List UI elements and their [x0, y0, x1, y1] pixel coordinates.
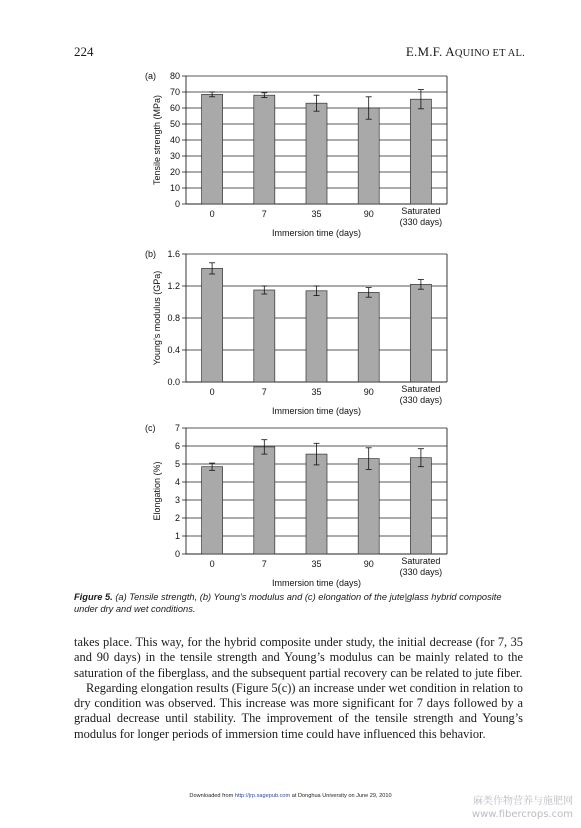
- y-tick-label: 30: [169, 151, 180, 161]
- watermark-line-1: 麻类作物营养与施肥网: [473, 796, 573, 807]
- x-tick-label: 7: [261, 559, 267, 569]
- y-tick-label: 40: [169, 135, 180, 145]
- y-tick-label: 1: [174, 531, 180, 541]
- panel-label: (c): [145, 423, 156, 433]
- paragraph-2: Regarding elongation results (Figure 5(c)) an increase under wet condition in relation to dry condition was observed. This increase was more significant for 7 days followed by a gradual decrease until stability. The improvement of the tensile strength and Young’s modulus for longer periods of immersion time could have influenced this behavior.: [74, 680, 523, 741]
- bar: [306, 291, 327, 382]
- x-tick-label: (330 days): [399, 395, 443, 405]
- figure-caption-label: Figure 5.: [74, 592, 113, 602]
- y-tick-label: 6: [174, 441, 180, 451]
- x-axis-label: Immersion time (days): [271, 578, 362, 588]
- y-axis-label: Young’s modulus (GPa): [152, 270, 162, 366]
- x-tick-label: Saturated: [401, 556, 441, 566]
- panel-label: (a): [145, 71, 156, 81]
- y-tick-label: 1.6: [167, 249, 180, 259]
- y-tick-label: 2: [174, 513, 180, 523]
- y-axis-label: Elongation (%): [152, 461, 162, 521]
- page-number: 224: [74, 44, 94, 59]
- x-tick-label: 90: [363, 209, 374, 219]
- panel-label: (b): [145, 249, 156, 259]
- bar: [410, 99, 431, 204]
- footer-link[interactable]: http://jrp.sagepub.com: [234, 793, 291, 799]
- x-axis-label: Immersion time (days): [271, 406, 362, 416]
- y-tick-label: 70: [169, 87, 180, 97]
- bar: [410, 458, 431, 554]
- paragraph-1: takes place. This way, for the hybrid composite under study, the initial decrease (for 7, 35 and 90 days) in the tensile strength and Young’s modulus can be mainly related to the saturation of the fiberglass, and the subsequent partial recovery can be related to jute fiber.: [74, 635, 523, 680]
- bar: [306, 454, 327, 554]
- y-tick-label: 3: [174, 495, 180, 505]
- bar: [254, 290, 275, 382]
- y-tick-label: 4: [174, 477, 180, 487]
- y-tick-label: 0: [174, 199, 180, 209]
- bar: [202, 268, 223, 382]
- x-tick-label: 7: [261, 209, 267, 219]
- running-head-small: QUINO ET AL.: [454, 48, 525, 59]
- x-tick-label: 0: [209, 387, 215, 397]
- y-tick-label: 50: [169, 119, 180, 129]
- bar: [202, 467, 223, 554]
- figure-caption: [74, 591, 524, 615]
- y-tick-label: 60: [169, 103, 180, 113]
- x-tick-label: 0: [209, 559, 215, 569]
- bar: [358, 459, 379, 554]
- y-tick-label: 5: [174, 459, 180, 469]
- x-tick-label: 35: [311, 209, 322, 219]
- bar: [410, 284, 431, 382]
- watermark-line-2: www.fibercrops.com: [471, 809, 573, 820]
- body-text: [74, 635, 523, 742]
- bar: [254, 447, 275, 554]
- footer-prefix: Downloaded from: [189, 793, 235, 799]
- x-tick-label: 7: [261, 387, 267, 397]
- y-tick-label: 80: [169, 71, 180, 81]
- y-tick-label: 0: [174, 549, 180, 559]
- y-axis-label: Tensile strength (MPa): [152, 94, 162, 186]
- y-tick-label: 0.8: [167, 313, 180, 323]
- x-tick-label: Saturated: [401, 206, 441, 216]
- x-tick-label: (330 days): [399, 567, 443, 577]
- y-tick-label: 20: [169, 167, 180, 177]
- x-tick-label: 90: [363, 387, 374, 397]
- x-tick-label: 35: [311, 387, 322, 397]
- y-tick-label: 7: [174, 423, 180, 433]
- bar: [358, 108, 379, 204]
- x-tick-label: 90: [363, 559, 374, 569]
- x-axis-label: Immersion time (days): [271, 228, 362, 238]
- x-tick-label: Saturated: [401, 384, 441, 394]
- bar: [202, 94, 223, 204]
- bar: [254, 95, 275, 204]
- x-tick-label: (330 days): [399, 217, 443, 227]
- footer-suffix: at Donghua University on June 29, 2010: [290, 793, 392, 799]
- y-tick-label: 0.0: [167, 377, 180, 387]
- running-head-initials: E.M.F. A: [405, 44, 455, 59]
- x-tick-label: 35: [311, 559, 322, 569]
- x-tick-label: 0: [209, 209, 215, 219]
- y-tick-label: 1.2: [167, 281, 180, 291]
- watermark: [472, 795, 573, 821]
- bar: [358, 292, 379, 382]
- bar: [306, 103, 327, 204]
- figure-caption-text: (a) Tensile strength, (b) Young’s modulus and (c) elongation of the jute|glass hybrid composite under dry and wet conditions.: [74, 592, 502, 614]
- y-tick-label: 0.4: [167, 345, 180, 355]
- y-tick-label: 10: [169, 183, 180, 193]
